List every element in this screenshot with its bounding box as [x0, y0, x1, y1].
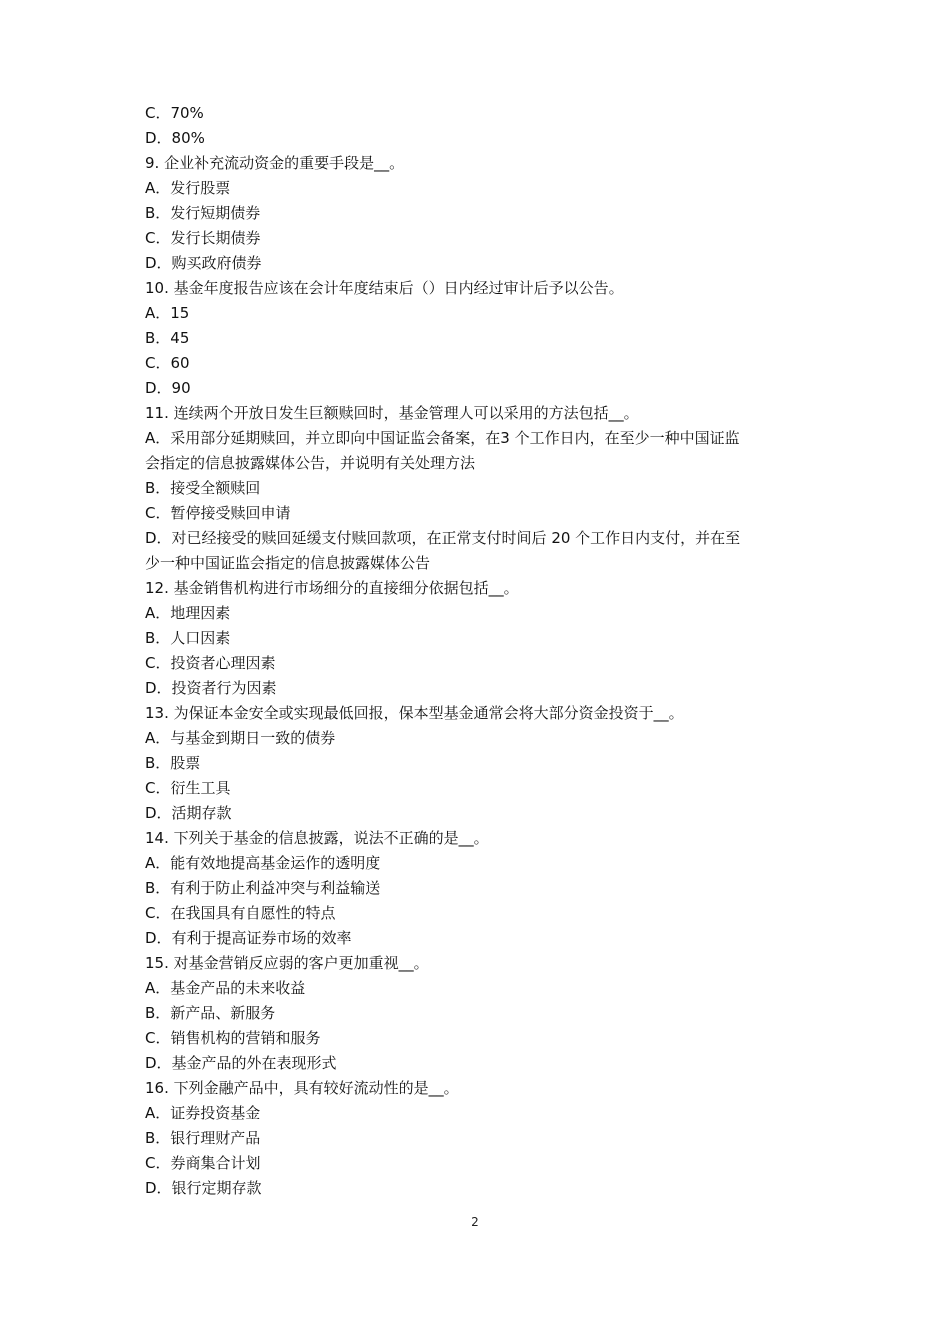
- option-line: C．投资者心理因素: [145, 654, 276, 672]
- option-line: A．15: [145, 304, 190, 322]
- option-line: A．发行股票: [145, 179, 231, 197]
- option-line: D．有利于提高证券市场的效率: [145, 929, 352, 947]
- option-line: C．券商集合计划: [145, 1154, 261, 1172]
- question-line: 14. 下列关于基金的信息披露，说法不正确的是__。: [145, 829, 489, 847]
- option-line: D．对已经接受的赎回延缓支付赎回款项，在正常支付时间后 20 个工作日内支付，并在至: [145, 529, 741, 547]
- option-continuation-line: 少一种中国证监会指定的信息披露媒体公告: [145, 554, 431, 572]
- option-continuation-line: 会指定的信息披露媒体公告，并说明有关处理方法: [145, 454, 476, 472]
- question-line: 12. 基金销售机构进行市场细分的直接细分依据包括__。: [145, 579, 519, 597]
- option-line: D．基金产品的外在表现形式: [145, 1054, 337, 1072]
- option-line: D．80%: [145, 129, 205, 147]
- option-line: A．采用部分延期赎回，并立即向中国证监会备案，在3 个工作日内，在至少一种中国证监: [145, 429, 740, 447]
- question-line: 15. 对基金营销反应弱的客户更加重视__。: [145, 954, 429, 972]
- question-list: [145, 101, 815, 1201]
- option-line: B．45: [145, 329, 190, 347]
- option-line: C．暂停接受赎回申请: [145, 504, 291, 522]
- option-line: B．人口因素: [145, 629, 231, 647]
- option-line: A．地理因素: [145, 604, 231, 622]
- option-line: B．新产品、新服务: [145, 1004, 276, 1022]
- option-line: D．银行定期存款: [145, 1179, 262, 1197]
- option-line: C．衍生工具: [145, 779, 231, 797]
- option-line: B．有利于防止利益冲突与利益输送: [145, 879, 381, 897]
- option-line: A．证券投资基金: [145, 1104, 261, 1122]
- page-number: 2: [471, 1215, 479, 1229]
- option-line: C．60: [145, 354, 190, 372]
- option-line: B．银行理财产品: [145, 1129, 261, 1147]
- option-line: D．投资者行为因素: [145, 679, 277, 697]
- option-line: C．在我国具有自愿性的特点: [145, 904, 336, 922]
- option-line: D．购买政府债券: [145, 254, 262, 272]
- option-line: D．90: [145, 379, 191, 397]
- question-line: 13. 为保证本金安全或实现最低回报，保本型基金通常会将大部分资金投资于__。: [145, 704, 684, 722]
- option-line: A．与基金到期日一致的债券: [145, 729, 336, 747]
- option-line: B．接受全额赎回: [145, 479, 261, 497]
- option-line: A．能有效地提高基金运作的透明度: [145, 854, 381, 872]
- option-line: C．发行长期债券: [145, 229, 261, 247]
- question-line: 9. 企业补充流动资金的重要手段是__。: [145, 154, 405, 172]
- option-line: A．基金产品的未来收益: [145, 979, 306, 997]
- option-line: C．销售机构的营销和服务: [145, 1029, 321, 1047]
- option-line: D．活期存款: [145, 804, 232, 822]
- question-line: 10. 基金年度报告应该在会计年度结束后（）日内经过审计后予以公告。: [145, 279, 624, 297]
- question-line: 11. 连续两个开放日发生巨额赎回时，基金管理人可以采用的方法包括__。: [145, 404, 639, 422]
- option-line: B．股票: [145, 754, 201, 772]
- question-line: 16. 下列金融产品中，具有较好流动性的是__。: [145, 1079, 459, 1097]
- option-line: C．70%: [145, 104, 204, 122]
- option-line: B．发行短期债券: [145, 204, 261, 222]
